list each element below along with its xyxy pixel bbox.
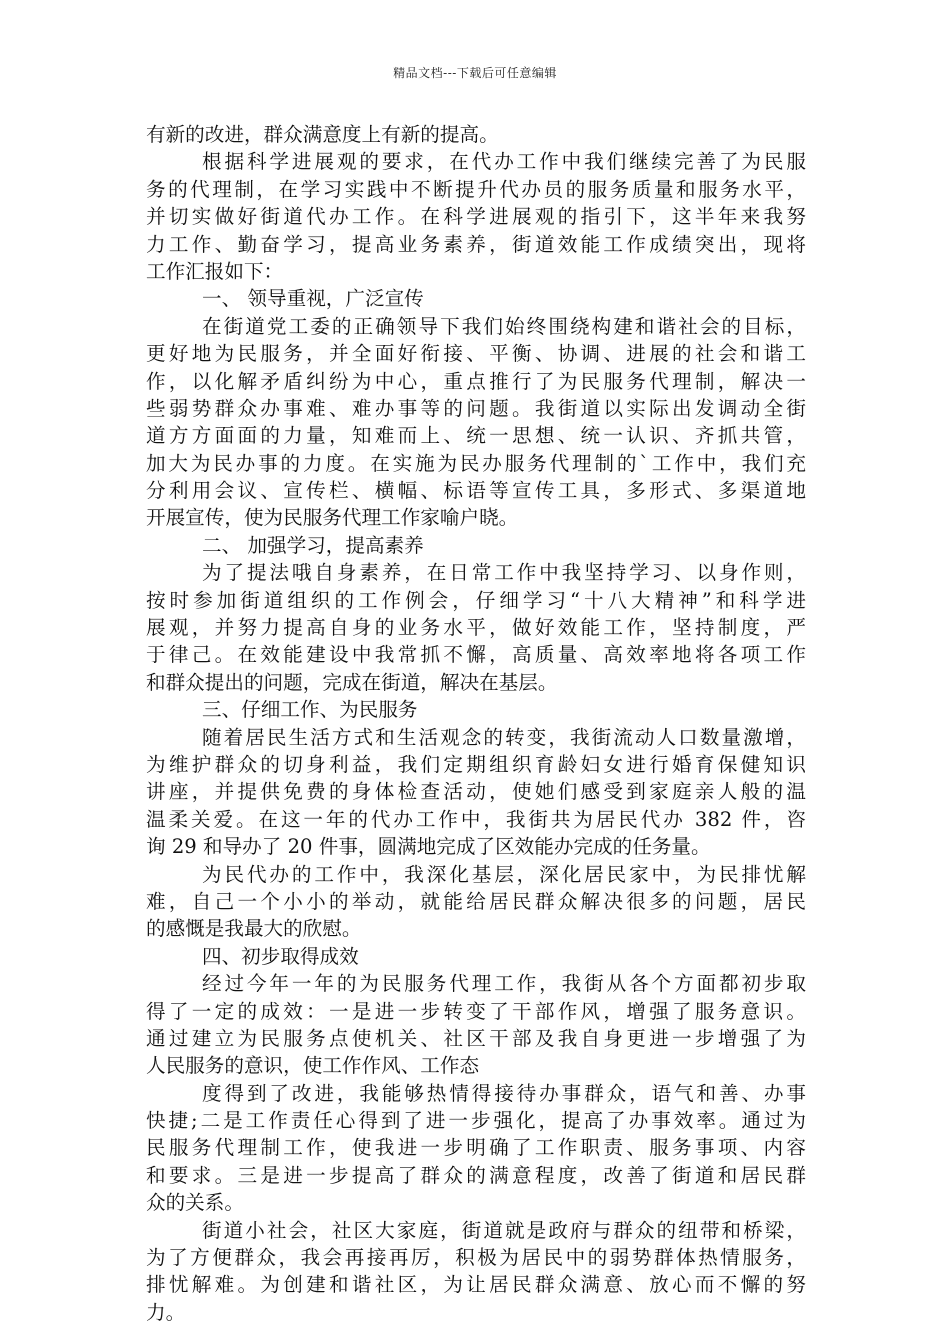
text-line: 得了一定的成效：一是进一步转变了干部作风，增强了服务意识。 [146, 999, 806, 1023]
text-line: 温柔关爱。在这一年的代办工作中，我街共为居民代办 382 件，咨 [146, 807, 806, 831]
text-line: 些弱势群众办事难、难办事等的问题。我街道以实际出发调动全街 [146, 396, 806, 420]
text-line: 为民代办的工作中，我深化基层，深化居民家中，为民排忧解 [202, 862, 806, 886]
text-line: 为了方便群众，我会再接再厉，积极为居民中的弱势群体热情服务， [146, 1246, 806, 1270]
text-line: 有新的改进，群众满意度上有新的提高。 [146, 123, 499, 146]
text-line: 的感慨是我最大的欣慰。 [146, 917, 362, 941]
text-line: 作，以化解矛盾纠纷为中心，重点推行了为民服务代理制，解决一 [146, 369, 806, 393]
text-line: 根据科学进展观的要求，在代办工作中我们继续完善了为民服 [202, 150, 806, 174]
text-line: 经过今年一年的为民服务代理工作，我街从各个方面都初步取 [202, 972, 806, 996]
text-line: 力。 [146, 1300, 186, 1324]
text-line: 三、仔细工作、为民服务 [202, 698, 418, 722]
text-line: 四、初步取得成效 [202, 944, 359, 968]
text-line: 展观，并努力提高自身的业务水平，做好效能工作，坚持制度，严 [146, 616, 806, 640]
text-line: 和群众提出的问题，完成在街道，解决在基层。 [146, 670, 558, 694]
text-line: 通过建立为民服务点使机关、社区干部及我自身更进一步增强了为 [146, 1026, 806, 1050]
text-line: 并切实做好街道代办工作。在科学进展观的指引下，这半年来我努 [146, 205, 806, 229]
text-line: 一、 领导重视，广泛宣传 [202, 287, 424, 311]
text-line: 街道小社会，社区大家庭，街道就是政府与群众的纽带和桥梁， [202, 1218, 806, 1242]
text-line: 为维护群众的切身利益，我们定期组织育龄妇女进行婚育保健知识 [146, 752, 806, 776]
text-line: 众的关系。 [146, 1191, 244, 1215]
text-line: 二、 加强学习，提高素养 [202, 533, 424, 557]
text-line: 分利用会议、宣传栏、横幅、标语等宣传工具，多形式、多渠道地 [146, 479, 806, 503]
text-line: 务的代理制，在学习实践中不断提升代办员的服务质量和服务水平， [146, 177, 806, 201]
text-line: 于律己。在效能建设中我常抓不懈，高质量、高效率地将各项工作 [146, 643, 806, 667]
text-line: 询 29 和导办了 20 件事，圆满地完成了区效能办完成的任务量。 [146, 835, 711, 859]
text-line: 开展宣传，使为民服务代理工作家喻户晓。 [146, 506, 519, 530]
text-line: 更好地为民服务，并全面好衔接、平衡、协调、进展的社会和谐工 [146, 342, 806, 366]
text-line: 为了提法哦自身素养，在日常工作中我坚持学习、以身作则， [202, 561, 806, 585]
text-line: 讲座，并提供免费的身体检查活动，使她们感受到家庭亲人般的温 [146, 780, 806, 804]
text-line: 加大为民办事的力度。在实施为民办服务代理制的`工作中，我们充 [146, 451, 806, 475]
text-line: 随着居民生活方式和生活观念的转变，我街流动人口数量激增， [202, 725, 806, 749]
text-line: 度得到了改进，我能够热情得接待办事群众，语气和善、办事 [202, 1081, 806, 1105]
text-line: 快捷;二是工作责任心得到了进一步强化，提高了办事效率。通过为 [146, 1109, 806, 1133]
text-line: 在街道党工委的正确领导下我们始终围绕构建和谐社会的目标， [202, 314, 806, 338]
document-body [146, 121, 806, 1326]
text-line: 难，自己一个小小的举动，就能给居民群众解决很多的问题，居民 [146, 889, 806, 913]
page-header: 精品文档---下载后可任意编辑 [393, 66, 557, 80]
text-line: 排忧解难。为创建和谐社区，为让居民群众满意、放心而不懈的努 [146, 1273, 806, 1297]
text-line: 和要求。三是进一步提高了群众的满意程度，改善了街道和居民群 [146, 1163, 806, 1187]
text-line: 力工作、勤奋学习，提高业务素养，街道效能工作成绩突出，现将 [146, 232, 806, 256]
text-line: 道方方面面的力量，知难而上、统一思想、统一认识、齐抓共管， [146, 424, 806, 448]
text-line: 民服务代理制工作，使我进一步明确了工作职责、服务事项、内容 [146, 1136, 806, 1160]
text-line: 工作汇报如下： [146, 259, 284, 283]
text-line: 人民服务的意识，使工作作风、工作态 [146, 1054, 480, 1078]
text-line: 按时参加街道组织的工作例会，仔细学习“十八大精神”和科学进 [146, 588, 806, 612]
